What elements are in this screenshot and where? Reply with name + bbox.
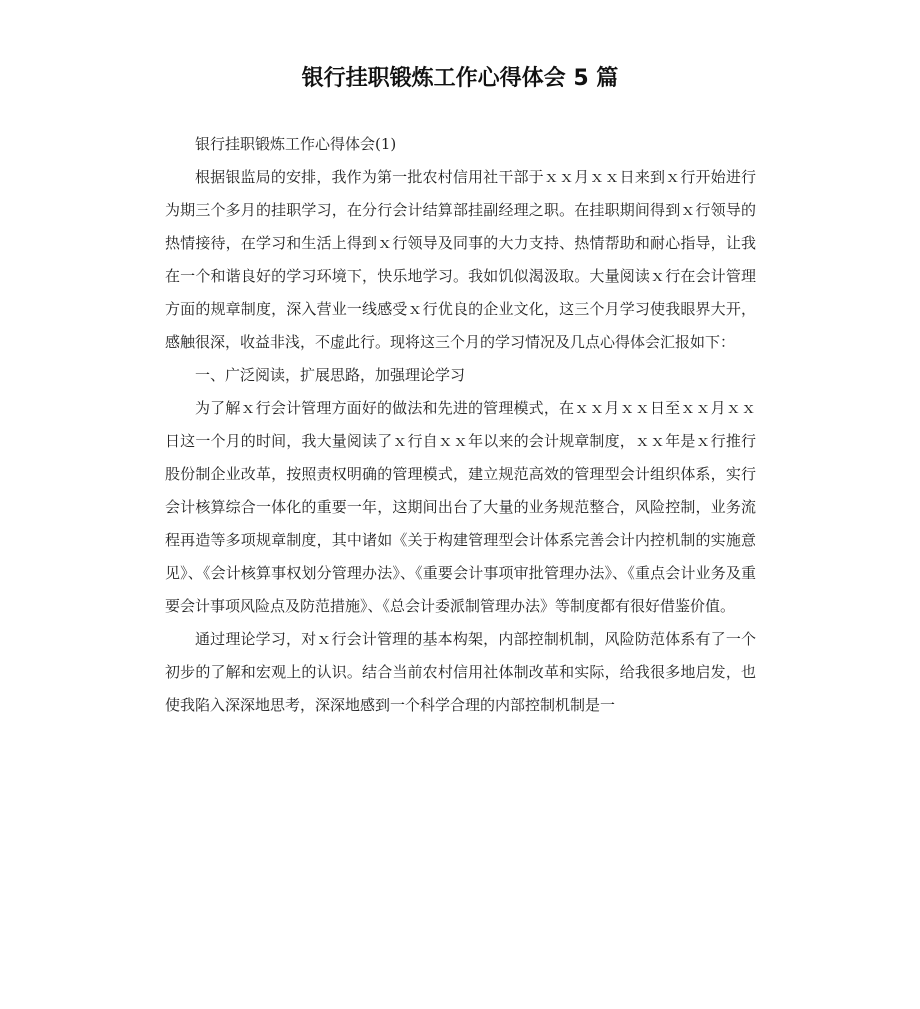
document-body: [165, 128, 756, 722]
body-paragraph: 为了解ｘ行会计管理方面好的做法和先进的管理模式，在ｘｘ月ｘｘ日至ｘｘ月ｘｘ日这一个月的时间，我大量阅读了ｘ行自ｘｘ年以来的会计规章制度，ｘｘ年是ｘ行推行股份制企业改革，按照责权明确的管理模式，建立规范高效的管理型会计组织体系，实行会计核算综合一体化的重要一年，这期间出台了大量的业务规范整合，风险控制，业务流程再造等多项规章制度，其中诸如《关于构建管理型会计体系完善会计内控机制的实施意见》、《会计核算事权划分管理办法》、《重要会计事项审批管理办法》、《重点会计业务及重要会计事项风险点及防范措施》、《总会计委派制管理办法》等制度都有很好借鉴价值。: [165, 399, 756, 615]
subsection-heading: 一、广泛阅读，扩展思路，加强理论学习: [195, 366, 466, 384]
section-heading: 银行挂职锻炼工作心得体会(1): [195, 135, 397, 153]
body-paragraph: 通过理论学习，对ｘ行会计管理的基本构架，内部控制机制，风险防范体系有了一个初步的了解和宏观上的认识。结合当前农村信用社体制改革和实际，给我很多地启发，也使我陷入深深地思考，深深地感到一个科学合理的内部控制机制是一: [165, 630, 756, 714]
body-paragraph: 根据银监局的安排，我作为第一批农村信用社干部于ｘｘ月ｘｘ日来到ｘ行开始进行为期三个多月的挂职学习，在分行会计结算部挂副经理之职。在挂职期间得到ｘ行领导的热情接待，在学习和生活上得到ｘ行领导及同事的大力支持、热情帮助和耐心指导，让我在一个和谐良好的学习环境下，快乐地学习。我如饥似渴汲取。大量阅读ｘ行在会计管理方面的规章制度，深入营业一线感受ｘ行优良的企业文化，这三个月学习使我眼界大开，感触很深，收益非浅，不虚此行。现将这三个月的学习情况及几点心得体会汇报如下：: [165, 168, 756, 351]
document-title: 银行挂职锻炼工作心得体会 5 篇: [301, 66, 619, 91]
